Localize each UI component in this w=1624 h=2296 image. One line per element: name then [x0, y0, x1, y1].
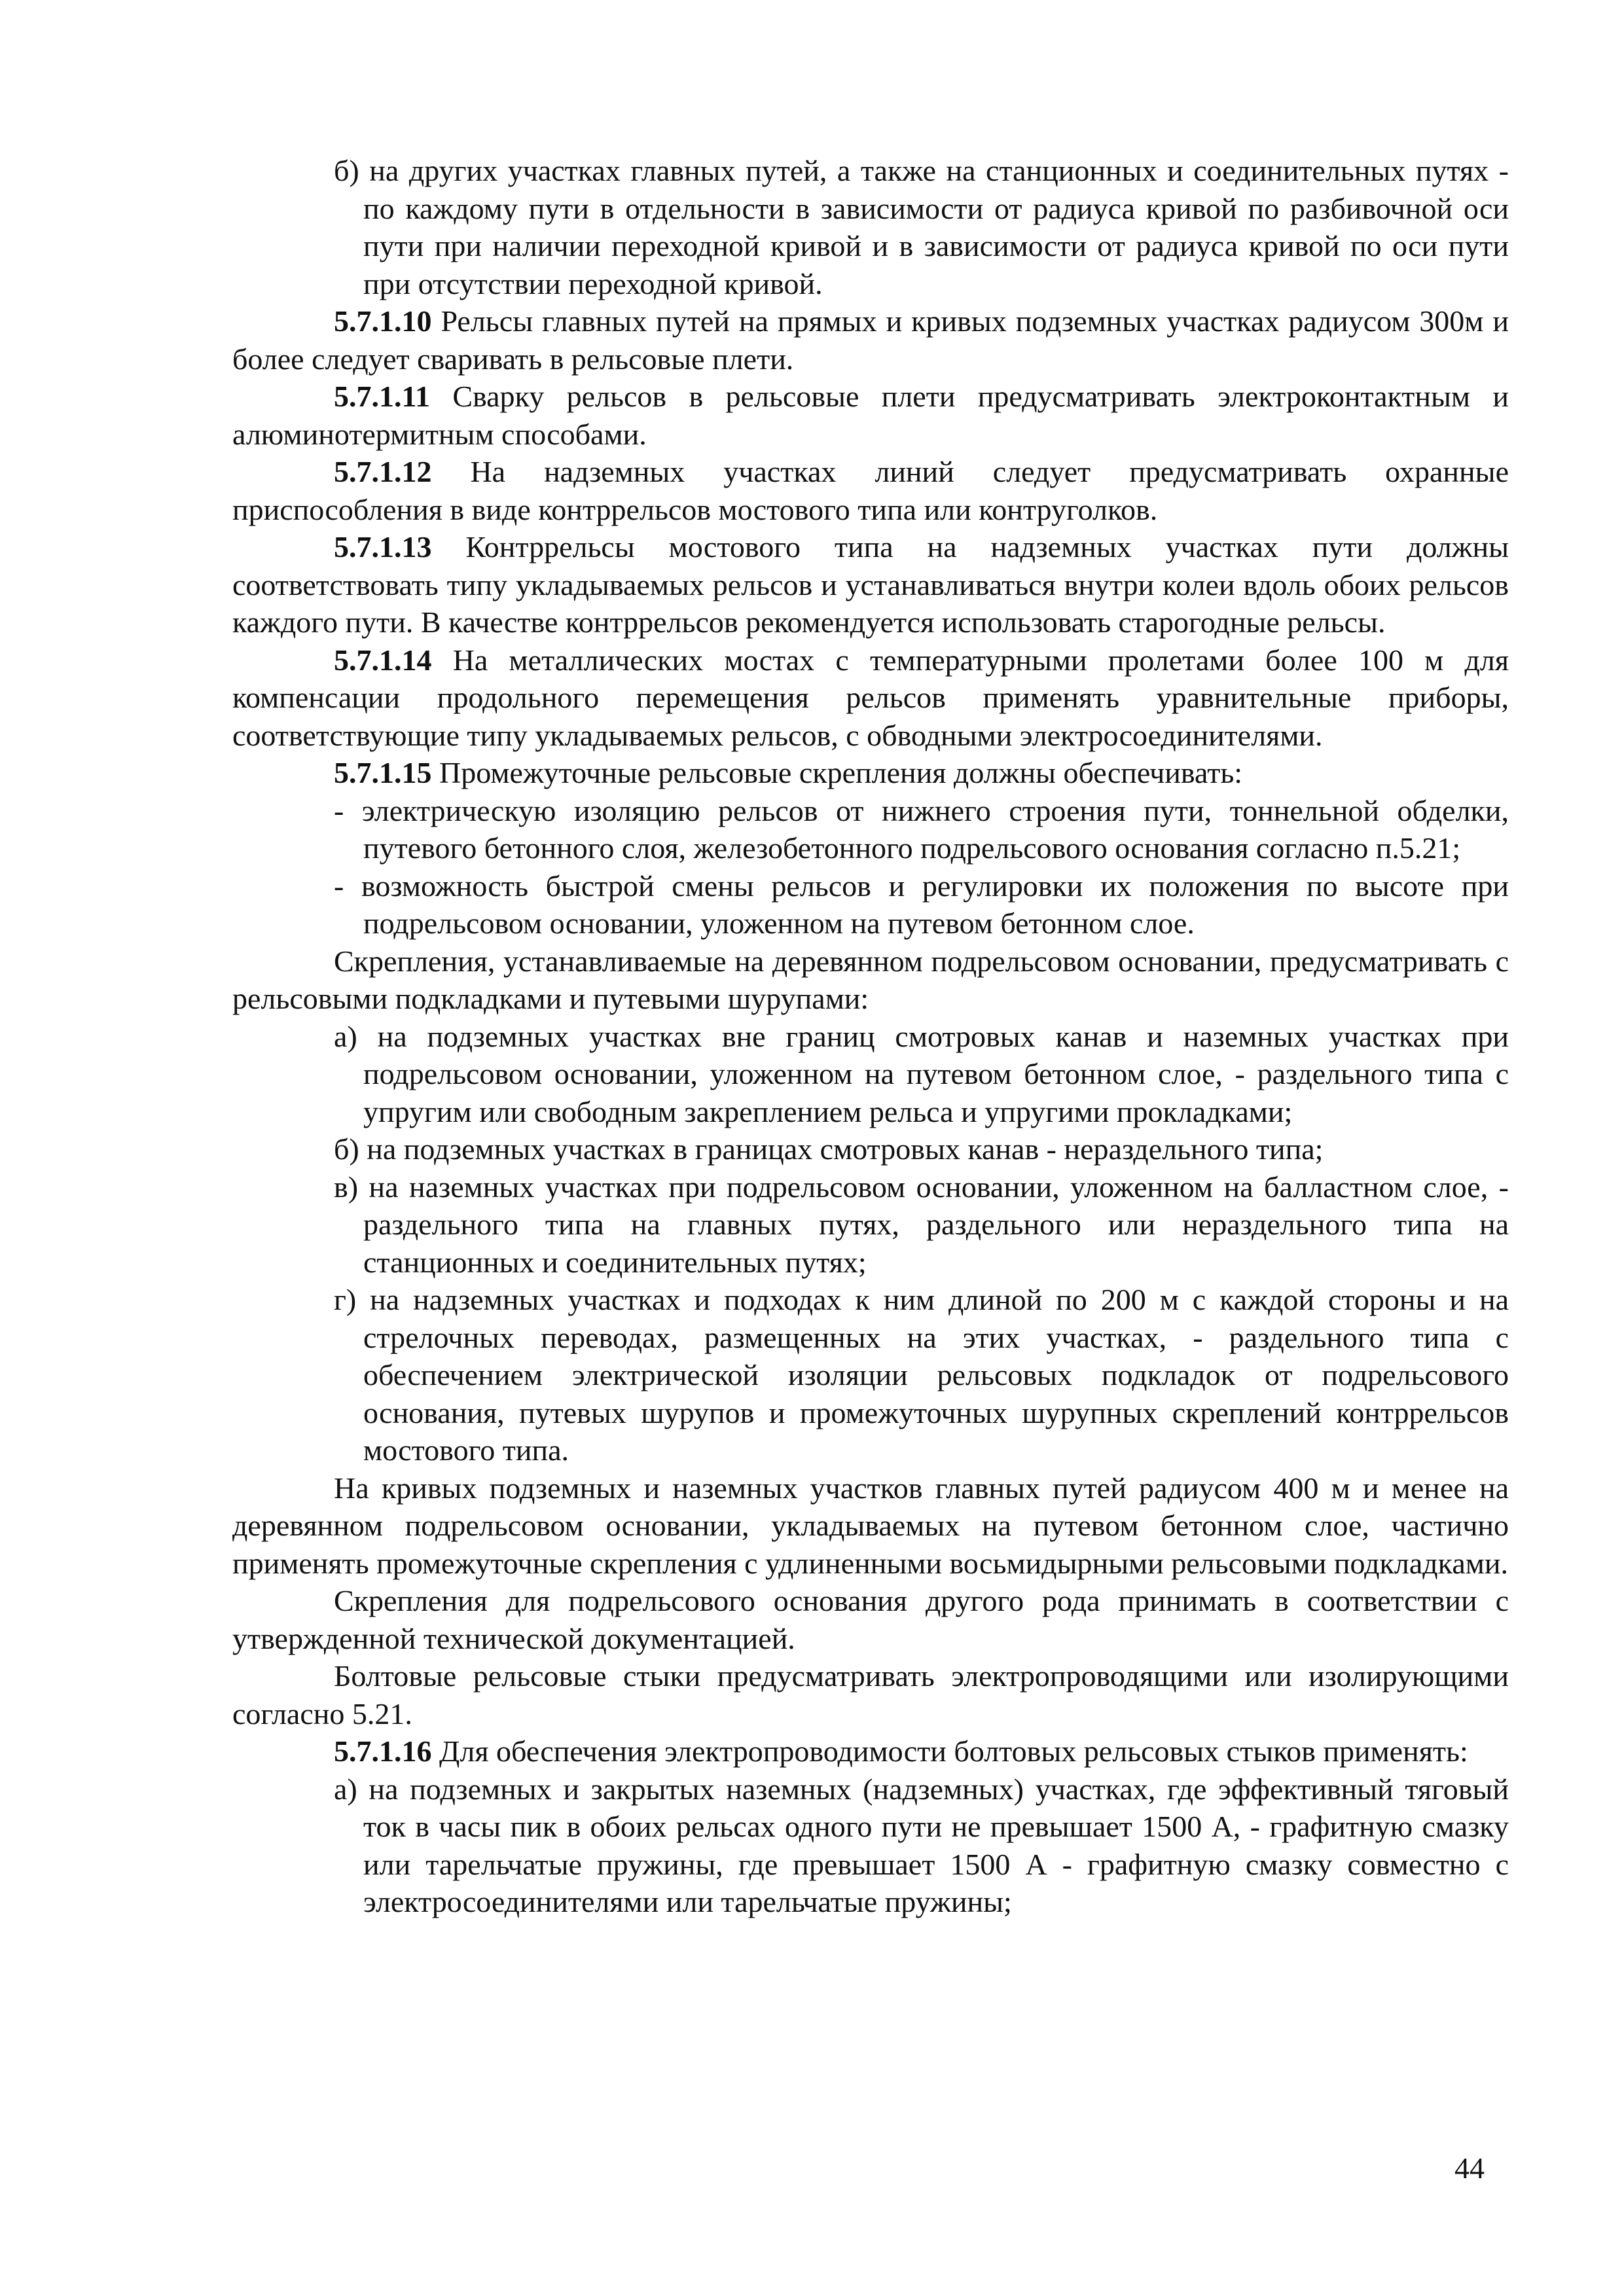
page-number: 44	[1454, 2151, 1485, 2185]
clause-number: 5.7.1.10	[334, 304, 432, 338]
list-item-b-inspection-pits: б) на подземных участках в границах смотровых канав - нераздельного типа;	[334, 1132, 1324, 1166]
clause-number: 5.7.1.11	[334, 380, 430, 413]
clause-number: 5.7.1.13	[334, 530, 432, 564]
clause-text: Сварку рельсов в рельсовые плети предусматривать электроконтактным и алюминотермитным способами.	[232, 380, 1509, 451]
clause-text: На надземных участках линий следует предусматривать охранные приспособления в виде контррельсов мостового типа или контруголков.	[232, 455, 1509, 526]
clause-5-7-1-11	[232, 378, 1509, 453]
list-item-v-ballast: в) на наземных участках при подрельсовом основании, уложенном на балластном слое, - раздельного типа на главных путях, раздельного или нераздельного типа на станционных и соединительных путях;	[334, 1170, 1509, 1279]
list-item-b-main-tracks: б) на других участках главных путей, а также на станционных и соединительных путях - по каждому пути в отдельности в зависимости от радиуса кривой по разбивочной оси пути при наличии переходной кривой и в зависимости от радиуса кривой по оси пути при отсутствии переходной кривой.	[334, 154, 1509, 300]
clause-number: 5.7.1.14	[334, 643, 432, 677]
paragraph-other-base: Скрепления для подрельсового основания другого рода принимать в соответствии с утвержденной технической документацией.	[232, 1584, 1509, 1655]
clause-5-7-1-13	[232, 528, 1509, 641]
clause-text: Промежуточные рельсовые скрепления должны обеспечивать:	[431, 756, 1243, 789]
document-page	[232, 152, 1509, 1921]
paragraph-bolted-joints: Болтовые рельсовые стыки предусматривать электропроводящими или изолирующими согласно 5.21.	[232, 1659, 1509, 1731]
list-item-a-underground: а) на подземных участках вне границ смотровых канав и наземных участках при подрельсовом основании, уложенном на путевом бетонном слое, - раздельного типа с упругим или свободным закреплением рельса и упругими прокладками;	[334, 1019, 1509, 1128]
list-item-a-graphite: а) на подземных и закрытых наземных (надземных) участках, где эффективный тяговый ток в часы пик в обоих рельсах одного пути не превышает 1500 А, - графитную смазку или тарельчатые пружины, где превышает 1500 А - графитную смазку совместно с электросоединителями или тарельчатые пружины;	[334, 1772, 1509, 1918]
clause-text: На металлических мостах с температурными пролетами более 100 м для компенсации продольного перемещения рельсов применять уравнительные приборы, соответствующие типу укладываемых рельсов, с обводными электросоединителями.	[232, 643, 1509, 752]
dash-item-rail-replacement: - возможность быстрой смены рельсов и регулировки их положения по высоте при подрельсовом основании, уложенном на путевом бетонном слое.	[334, 869, 1509, 940]
clause-number: 5.7.1.12	[334, 455, 432, 488]
clause-5-7-1-10	[232, 302, 1509, 378]
list-item-g-elevated: г) на надземных участках и подходах к ним длиной по 200 м с каждой стороны и на стрелочных переводах, размещенных на этих участках, - раздельного типа с обеспечением электрической изоляции рельсовых подкладок от подрельсового основания, путевых шурупов и промежуточных шурупных скреплений контррельсов мостового типа.	[334, 1283, 1509, 1467]
clause-5-7-1-15	[232, 754, 1509, 792]
clause-text: Контррельсы мостового типа на надземных участках пути должны соответствовать типу укладываемых рельсов и устанавливаться внутри колеи вдоль обоих рельсов каждого пути. В качестве контррельсов рекомендуется использовать старогодные рельсы.	[232, 530, 1509, 639]
dash-item-insulation: - электрическую изоляцию рельсов от нижнего строения пути, тоннельной обделки, путевого бетонного слоя, железобетонного подрельсового основания согласно п.5.21;	[334, 793, 1509, 865]
clause-number: 5.7.1.16	[334, 1734, 432, 1768]
clause-5-7-1-16	[232, 1732, 1509, 1770]
clause-text: Рельсы главных путей на прямых и кривых подземных участках радиусом 300м и более следует сваривать в рельсовые плети.	[232, 304, 1509, 376]
paragraph-curves: На кривых подземных и наземных участков главных путей радиусом 400 м и менее на деревянном подрельсовом основании, укладываемых на путевом бетонном слое, частично применять промежуточные скрепления с удлиненными восьмидырными рельсовыми подкладками.	[232, 1471, 1509, 1580]
clause-5-7-1-12	[232, 453, 1509, 528]
clause-text: Для обеспечения электропроводимости болтовых рельсовых стыков применять:	[431, 1734, 1468, 1768]
clause-number: 5.7.1.15	[334, 756, 432, 789]
clause-5-7-1-14	[232, 641, 1509, 755]
paragraph-fastenings: Скрепления, устанавливаемые на деревянном подрельсовом основании, предусматривать с рельсовыми подкладками и путевыми шурупами:	[232, 944, 1509, 1015]
